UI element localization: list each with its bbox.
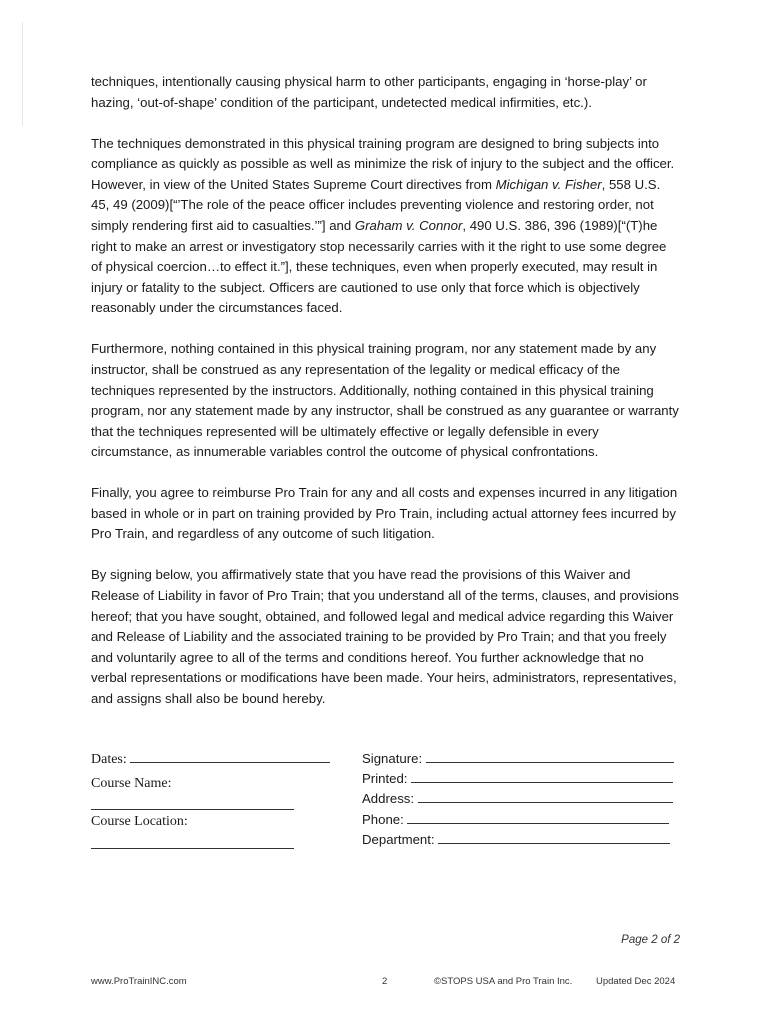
address-field[interactable] bbox=[362, 790, 673, 806]
document-body bbox=[91, 72, 681, 730]
department-field[interactable] bbox=[362, 831, 670, 847]
dates-field[interactable] bbox=[91, 750, 330, 768]
course-location-line[interactable] bbox=[91, 847, 294, 849]
dates-label: Dates: bbox=[91, 752, 127, 767]
printed-line[interactable] bbox=[411, 770, 673, 783]
page-edge-divider bbox=[22, 22, 23, 126]
phone-line[interactable] bbox=[407, 811, 669, 824]
paragraph-reimbursement: Finally, you agree to reimburse Pro Train for any and all costs and expenses incurred in any litigation based in whole or in part on training provided by Pro Train, including actual attorney fees incurred by Pro Train, and regardless of any outcome of such litigation. bbox=[91, 485, 678, 542]
signature-field[interactable] bbox=[362, 750, 674, 766]
address-line[interactable] bbox=[418, 790, 673, 803]
dates-line[interactable] bbox=[130, 750, 330, 763]
force-text-1: The techniques demonstrated in this physical training program are designed to bring subjects into compliance as quickly as possible as well as minimize the risk of injury to the subject and the officer. However, in view of the United States Supreme Court directives from bbox=[91, 135, 675, 192]
footer-copyright: ©STOPS USA and Pro Train Inc. bbox=[434, 976, 573, 987]
case-citation-michigan-v-fisher: Michigan v. Fisher bbox=[495, 176, 602, 192]
paragraph-no-warranty: Furthermore, nothing contained in this physical training program, nor any statement made by any instructor, shall be construed as any representation of the legality or medical efficacy of the techniques represented by the instructors. Additionally, nothing contained in this physical training program, nor any statement made by any instructor, shall be construed as any guarantee or warranty that the techniques represented will be ultimately effective or legally defensible in every circumstance, as innumerable variables control the outcome of physical confrontations. bbox=[91, 341, 679, 460]
course-location-label: Course Location: bbox=[91, 814, 188, 829]
address-label: Address: bbox=[362, 791, 415, 806]
signature-line[interactable] bbox=[426, 750, 674, 763]
printed-label: Printed: bbox=[362, 771, 408, 786]
department-line[interactable] bbox=[438, 831, 670, 844]
course-name-label: Course Name: bbox=[91, 776, 172, 791]
phone-label: Phone: bbox=[362, 812, 404, 827]
signature-form bbox=[91, 750, 681, 860]
page-indicator: Page 2 of 2 bbox=[621, 934, 680, 946]
case-citation-graham-v-connor: Graham v. Connor bbox=[354, 217, 463, 233]
paragraph-risks: techniques, intentionally causing physical harm to other participants, engaging in ‘horse-play’ or hazing, ‘out-of-shape’ condition of the participant, undetected medical infirmities, etc.). bbox=[91, 74, 647, 110]
signature-label: Signature: bbox=[362, 751, 423, 766]
phone-field[interactable] bbox=[362, 811, 669, 827]
department-label: Department: bbox=[362, 832, 435, 847]
force-text-2: , 558 U.S. 45, 49 (2009)[“’The role of the peace officer includes preventing violence and restoring order, not simply rendering first aid to casualties.’”] and bbox=[91, 176, 661, 233]
paragraph-use-of-force bbox=[91, 134, 681, 319]
paragraph-acknowledgement: By signing below, you affirmatively state that you have read the provisions of this Waiver and Release of Liability in favor of Pro Train; that you understand all of the terms, clauses, and provisions hereof; that you have sought, obtained, and followed legal and medical advice regarding this Waiver and Release of Liability and the associated training to be provided by Pro Train; and that you freely and voluntarily agree to all of the terms and conditions hereof. You further acknowledge that no verbal representations or modifications have been made. Your heirs, administrators, representatives, and assigns shall also be bound hereby. bbox=[91, 567, 679, 706]
footer-page-number: 2 bbox=[382, 976, 388, 987]
course-name-line[interactable] bbox=[91, 808, 294, 810]
footer-updated: Updated Dec 2024 bbox=[596, 976, 676, 987]
footer-website: www.ProTrainINC.com bbox=[91, 976, 187, 987]
force-text-3: , 490 U.S. 386, 396 (1989)[“(T)he right to make an arrest or investigatory stop necessarily carries with it the right to use some degree of physical coercion…to effect it.”], these techniques, even when properly executed, may result in injury or fatality to the subject. Officers are cautioned to use only that force which is objectively reasonably under the circumstances faced. bbox=[91, 217, 667, 316]
printed-field[interactable] bbox=[362, 770, 673, 786]
